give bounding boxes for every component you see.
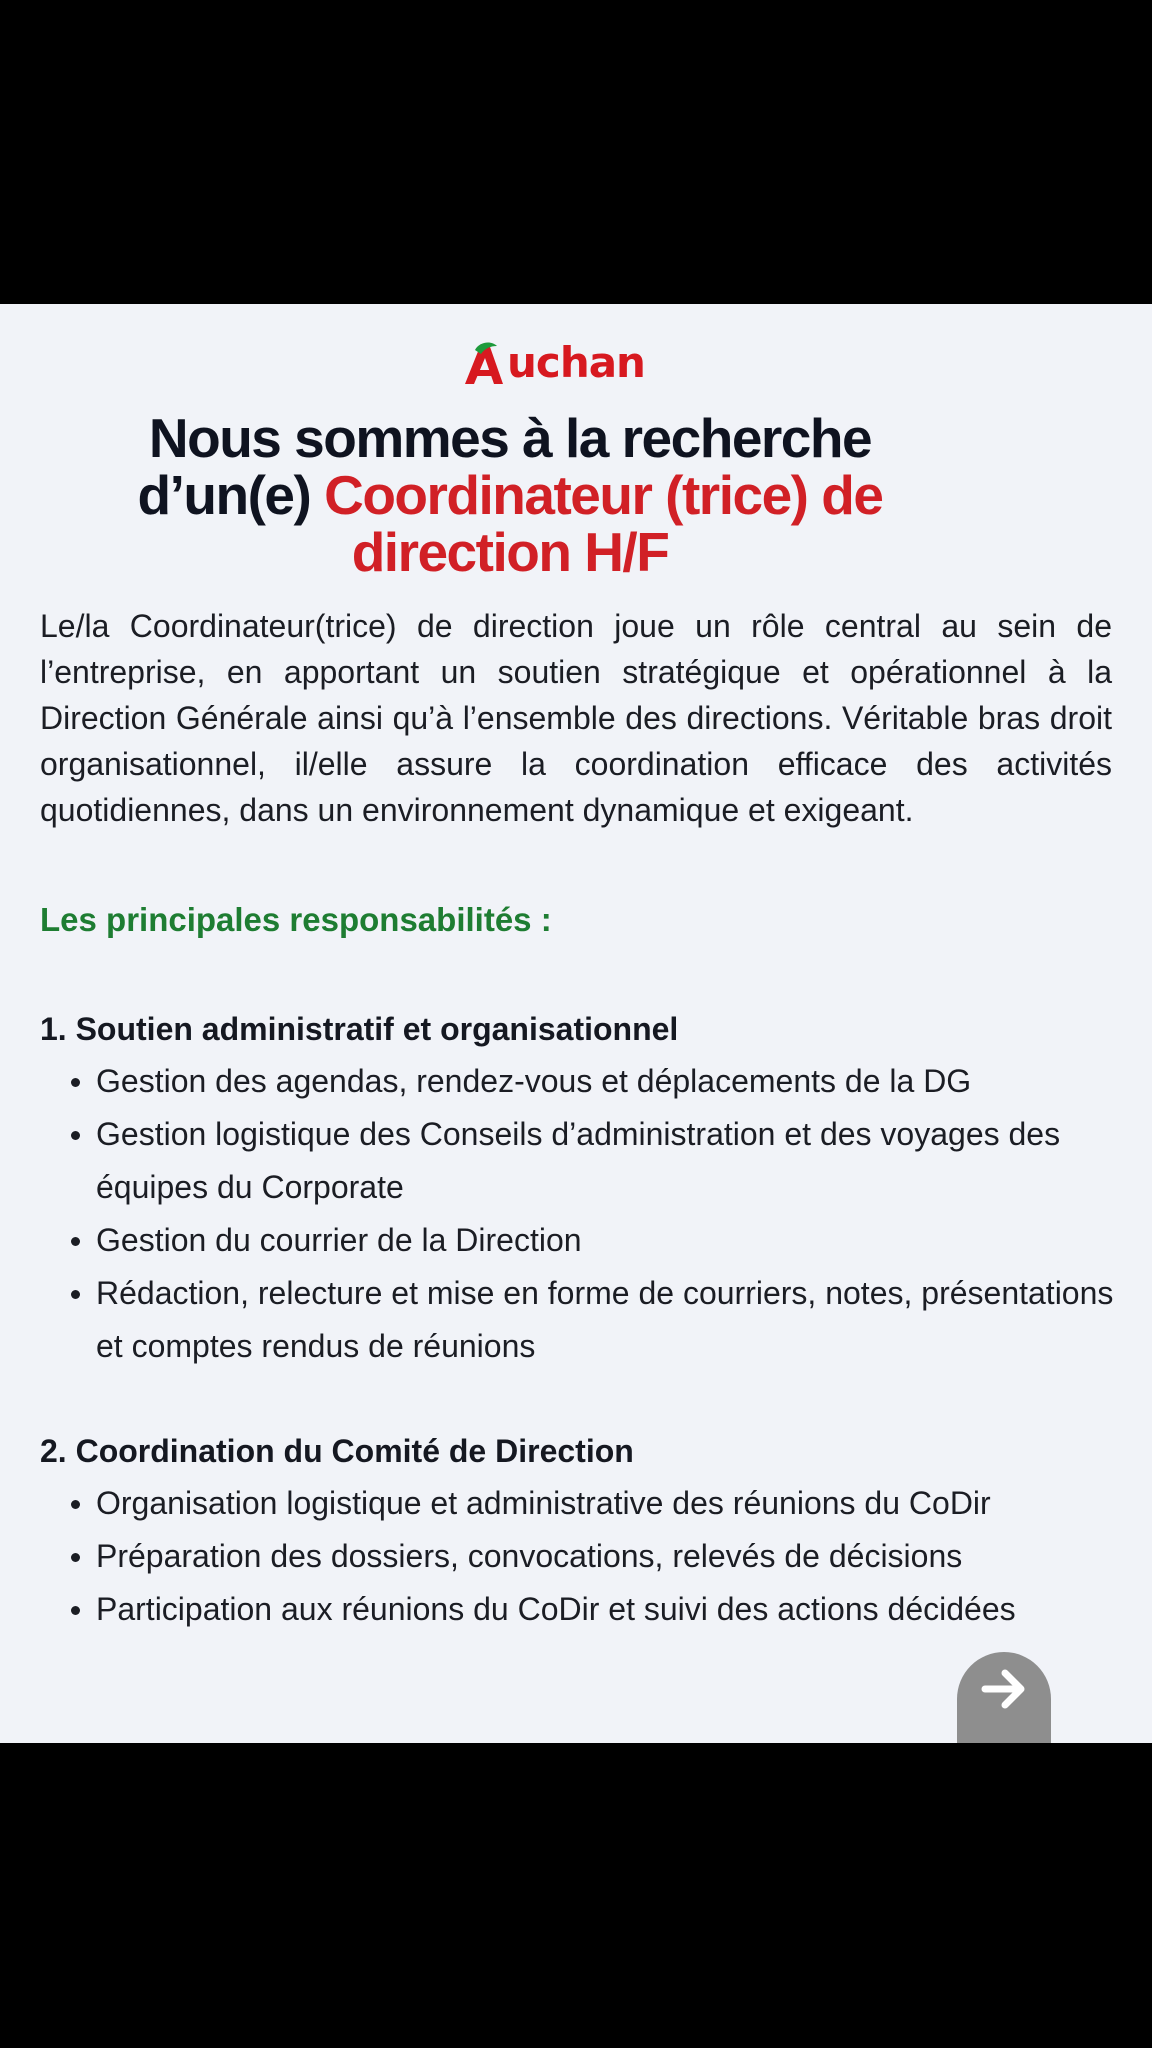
list-item-text: Gestion logistique des Conseils d’administration et des voyages des équipes du Corporate [96, 1116, 1061, 1205]
headline-job-title: Coordinateur (trice) de [324, 464, 883, 526]
list-item [56, 1477, 1116, 1530]
list-item [56, 1108, 1116, 1214]
section-title: 1. Soutien administratif et organisationnel [40, 1011, 679, 1047]
bullet-icon [71, 1237, 80, 1246]
intro-paragraph: Le/la Coordinateur(trice) de direction joue un rôle central au sein de l’entreprise, en apportant un soutien stratégique et opérationnel à la Direction Générale ainsi qu’à l’ensemble des directions. Véritable bras droit organisationnel, il/elle assure la coordination efficace des activités quotidiennes, dans un environnement dynamique et exigeant. [40, 608, 1112, 828]
list-item [56, 1583, 1116, 1636]
bullet-icon [71, 1078, 80, 1087]
list-item-text: Rédaction, relecture et mise en forme de courriers, notes, présentations et comptes rendus de réunions [96, 1275, 1114, 1364]
list-item-text: Préparation des dossiers, convocations, relevés de décisions [96, 1538, 963, 1574]
list-item [56, 1267, 1116, 1373]
headline-prefix: d’un(e) [137, 464, 325, 526]
auchan-bird-icon [461, 338, 507, 388]
page-headline [60, 407, 960, 583]
bullet-icon [71, 1606, 80, 1615]
bullet-icon [71, 1500, 80, 1509]
list-item-text: Gestion du courrier de la Direction [96, 1222, 582, 1258]
list-item [56, 1530, 1116, 1583]
responsibility-list [56, 1477, 1116, 1636]
list-item [56, 1055, 1116, 1108]
bullet-icon [71, 1553, 80, 1562]
next-slide-button[interactable] [957, 1652, 1051, 1743]
list-item-text: Participation aux réunions du CoDir et suivi des actions décidées [96, 1591, 1016, 1627]
responsibilities-title: Les principales responsabilités : [40, 901, 552, 938]
list-item-text: Organisation logistique et administrative des réunions du CoDir [96, 1485, 991, 1521]
logo-wordmark: uchan [507, 338, 645, 387]
arrow-right-icon [977, 1662, 1031, 1716]
auchan-logo [0, 332, 1106, 392]
list-item [56, 1214, 1116, 1267]
headline-line-3: direction H/F [351, 521, 669, 583]
section-title: 2. Coordination du Comité de Direction [40, 1433, 634, 1469]
headline-line-2 [60, 464, 960, 526]
headline-line-1: Nous sommes à la recherche [148, 407, 872, 469]
responsibility-list [56, 1055, 1116, 1373]
bullet-icon [71, 1290, 80, 1299]
list-item-text: Gestion des agendas, rendez-vous et déplacements de la DG [96, 1063, 972, 1099]
bullet-icon [71, 1131, 80, 1140]
